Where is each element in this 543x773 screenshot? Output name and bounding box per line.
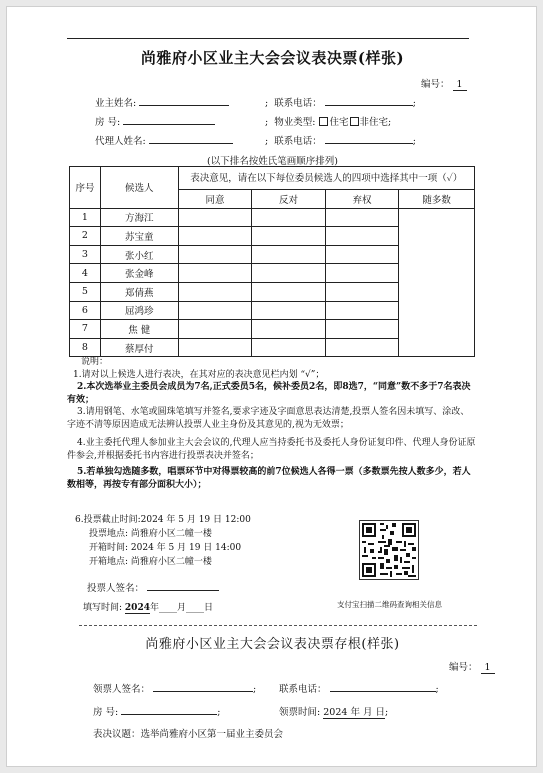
- note-5: 5.若单独勾选随多数，唱票环节中对得票较高的前7位候选人各得一票（多数票先按人数多少，若人数相等，再按专有部分面积大小）；: [67, 467, 471, 490]
- stub-room-field[interactable]: 房 号: ;: [93, 707, 221, 718]
- col-opinion-header: 表决意见，请在以下每位委员候选人的四项中选择其中一项（✓）: [178, 167, 474, 190]
- note-2: 2.本次选举业主委员会成员为7名,正式委员5名，候补委员2名，即8选7，“同意”数不多于7名表决有效；: [67, 382, 471, 405]
- candidate-name: 蔡厚付: [100, 338, 178, 357]
- agree-cell[interactable]: [178, 320, 252, 339]
- agree-cell[interactable]: [178, 227, 252, 246]
- fill-year: 2024: [124, 603, 150, 613]
- phone-field[interactable]: ; 联系电话： ;: [265, 98, 416, 109]
- agree-cell[interactable]: [178, 338, 252, 357]
- table-caption: (以下排名按姓氏笔画顺序排列): [207, 156, 338, 167]
- random-cell[interactable]: [399, 208, 475, 357]
- note-1: 1.请对以上候选人进行表决，在其对应的表决意见栏内划 “√”；: [73, 369, 325, 380]
- voter-sign-field[interactable]: [87, 580, 219, 594]
- abstain-cell[interactable]: [325, 320, 399, 339]
- stub-number-value: 1: [481, 662, 495, 674]
- stub-topic: 表决议题：选举尚雅府小区第一届业主委员会: [93, 729, 284, 740]
- oppose-cell[interactable]: [252, 245, 326, 264]
- agree-cell[interactable]: [178, 301, 252, 320]
- sub-oppose: 反对: [252, 190, 326, 209]
- abstain-cell[interactable]: [325, 227, 399, 246]
- phone-label: 联系电话：: [274, 98, 322, 109]
- row-no: 7: [70, 320, 101, 339]
- abstain-cell[interactable]: [325, 264, 399, 283]
- oppose-cell[interactable]: [252, 208, 326, 227]
- fill-time-field[interactable]: [83, 600, 213, 614]
- candidate-name: 苏宝童: [100, 227, 178, 246]
- receive-time-field[interactable]: 领票时间: 2024 年 月 日;: [279, 704, 388, 719]
- oppose-cell[interactable]: [252, 282, 326, 301]
- oppose-cell[interactable]: [252, 264, 326, 283]
- candidate-name: 屈鸿珍: [100, 301, 178, 320]
- candidate-name: 张小红: [100, 245, 178, 264]
- vote-deadline: 6.投票截止时间:2024 年 5 月 19 日 12:00: [75, 515, 251, 525]
- non-residential-checkbox[interactable]: [350, 117, 359, 126]
- top-rule: [67, 38, 469, 39]
- schedule: [75, 513, 251, 569]
- row-no: 1: [70, 208, 101, 227]
- agree-cell[interactable]: [178, 282, 252, 301]
- abstain-cell[interactable]: [325, 245, 399, 264]
- residential-checkbox[interactable]: [319, 117, 328, 126]
- instructions: [67, 356, 477, 491]
- abstain-cell[interactable]: [325, 338, 399, 357]
- abstain-cell[interactable]: [325, 282, 399, 301]
- row-no: 6: [70, 301, 101, 320]
- number-label: 编号：: [421, 79, 450, 90]
- table-row: [70, 208, 475, 227]
- voter-sign-label: 投票人签名：: [87, 583, 145, 594]
- stub-phone-field[interactable]: 联系电话： ;: [279, 684, 439, 695]
- agree-cell[interactable]: [178, 245, 252, 264]
- abstain-cell[interactable]: [325, 208, 399, 227]
- owner-name-field[interactable]: [95, 95, 229, 109]
- oppose-cell[interactable]: [252, 301, 326, 320]
- receiver-sign-field[interactable]: 领票人签名： ;: [93, 684, 257, 695]
- agree-cell[interactable]: [178, 208, 252, 227]
- qr-code-icon: [360, 521, 418, 579]
- qr-code[interactable]: [359, 520, 419, 580]
- candidate-name: 张金峰: [100, 264, 178, 283]
- sub-agree: 同意: [178, 190, 252, 209]
- vote-place: 投票地点: 尚雅府小区二幢一楼: [89, 529, 212, 539]
- row-no: 5: [70, 282, 101, 301]
- open-time: 开箱时间: 2024 年 5 月 19 日 14:00: [89, 543, 242, 553]
- note-4: 4.业主委托代理人参加业主大会会议的,代理人应当持委托书及委托人身份证复印件、代理人身份证原件参会,并根据委托书内容进行投票表决并签名；: [67, 438, 476, 461]
- stub-phone-label: 联系电话：: [279, 684, 327, 695]
- fill-date-suffix: 年____月____日: [149, 603, 213, 613]
- property-type-field: ; 物业类型: 住宅 非住宅;: [265, 117, 392, 128]
- receive-suffix: 年 月 日: [350, 707, 385, 718]
- row-no: 3: [70, 245, 101, 264]
- receiver-label: 领票人签名：: [93, 684, 151, 695]
- room-label: 房 号:: [95, 117, 121, 128]
- cut-line: [79, 625, 477, 626]
- sub-abstain: 弃权: [325, 190, 399, 209]
- residential-label: 住宅: [329, 117, 349, 128]
- col-no-header: 序号: [70, 167, 101, 209]
- agent-phone-field[interactable]: ; 联系电话： ;: [265, 136, 416, 147]
- agent-name-label: 代理人姓名:: [95, 136, 146, 147]
- candidate-name: 方海江: [100, 208, 178, 227]
- ballot-title: 尚雅府小区业主大会会议表决票(样张): [140, 49, 405, 67]
- sub-random: 随多数: [399, 190, 475, 209]
- owner-name-label: 业主姓名:: [95, 98, 137, 109]
- ballot-page: [6, 6, 537, 767]
- row-no: 2: [70, 227, 101, 246]
- receive-time-label: 领票时间:: [279, 707, 321, 718]
- notes-heading: 说明：: [81, 357, 109, 367]
- qr-caption: 支付宝扫描二维码查询相关信息: [337, 600, 442, 609]
- candidate-name: 郑倩燕: [100, 282, 178, 301]
- row-no: 8: [70, 338, 101, 357]
- room-field[interactable]: [95, 114, 215, 128]
- agree-cell[interactable]: [178, 264, 252, 283]
- stub-room-label: 房 号:: [93, 707, 119, 718]
- stub-title: 尚雅府小区业主大会会议表决票存根(样张): [145, 637, 400, 652]
- stub-number-label: 编号：: [449, 662, 478, 673]
- agent-phone-label: 联系电话：: [274, 136, 322, 147]
- agent-name-field[interactable]: [95, 133, 233, 147]
- abstain-cell[interactable]: [325, 301, 399, 320]
- open-place: 开箱地点: 尚雅府小区二幢一楼: [89, 557, 212, 567]
- oppose-cell[interactable]: [252, 227, 326, 246]
- col-candidate-header: 候选人: [100, 167, 178, 209]
- vote-table: [69, 166, 475, 357]
- number-value: 1: [453, 79, 467, 91]
- oppose-cell[interactable]: [252, 338, 326, 357]
- non-residential-label: 非住宅: [359, 117, 389, 128]
- row-no: 4: [70, 264, 101, 283]
- candidate-name: 焦 健: [100, 320, 178, 339]
- property-type-label: 物业类型:: [274, 117, 316, 128]
- note-3: 3.请用钢笔、水笔或圆珠笔填写并签名,要求字迹及字面意思表达清楚,投票人签名因未填写、涂改、字迹不清等原因造成无法辨认投票人业主身份及其意见的,视为无效票；: [67, 407, 470, 430]
- ballot-number: [421, 76, 467, 91]
- stub-number: [449, 659, 495, 674]
- receive-year: 2024: [323, 707, 348, 718]
- table-header-row: [70, 167, 475, 190]
- oppose-cell[interactable]: [252, 320, 326, 339]
- receive-date: [323, 704, 385, 719]
- fill-time-label: 填写时间:: [83, 603, 123, 613]
